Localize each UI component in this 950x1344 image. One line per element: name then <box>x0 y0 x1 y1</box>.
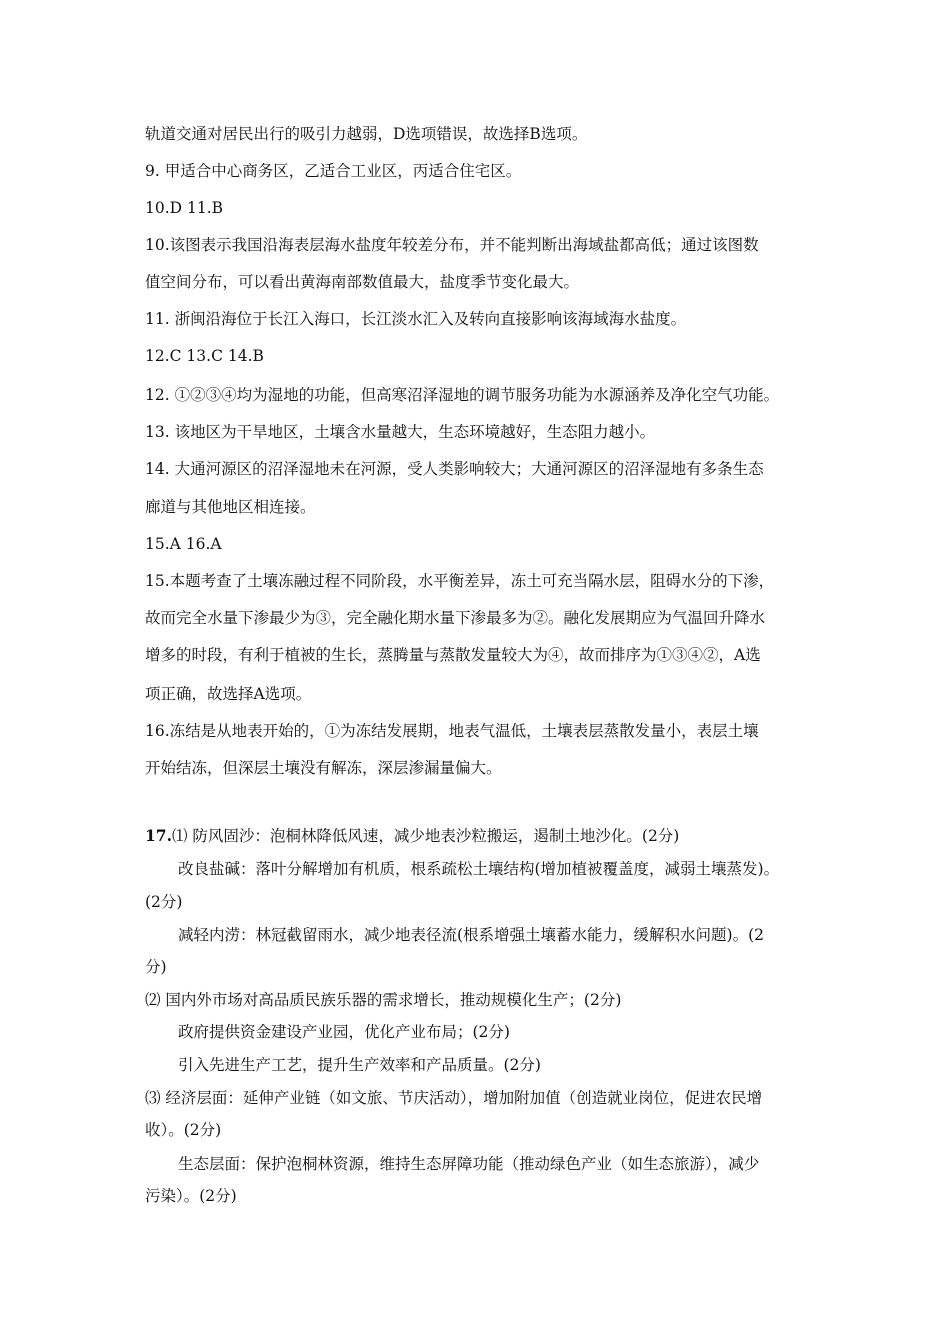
text-line: 轨道交通对居民出行的吸引力越弱，D选项错误，故选择B选项。 <box>145 125 588 143</box>
text-line: 13. 该地区为干旱地区，土壤含水量越大，生态环境越好，生态阻力越小。 <box>145 423 656 441</box>
q17-line: 改良盐碱：落叶分解增加有机质，根系疏松土壤结构(增加植被覆盖度，减弱土壤蒸发)。 <box>178 860 780 878</box>
q17-line: ⑵ 国内外市场对高品质民族乐器的需求增长，推动规模化生产；(2分) <box>145 991 622 1009</box>
q17-text: ⑴ 防风固沙：泡桐林降低风速，减少地表沙粒搬运，遏制土地沙化。(2分) <box>171 827 680 845</box>
q17-line: ⑶ 经济层面：延伸产业链（如文旅、节庆活动），增加附加值（创造就业岗位，促进农民增 <box>145 1089 763 1107</box>
q17-line: (2分) <box>145 893 183 911</box>
text-line: 开始结冻，但深层土壤没有解冻，深层渗漏量偏大。 <box>145 759 502 777</box>
text-line: 14. 大通河源区的沼泽湿地未在河源，受人类影响较大；大通河源区的沼泽湿地有多条生态 <box>145 460 764 478</box>
q17-line: 减轻内涝：林冠截留雨水，减少地表径流(根系增强土壤蓄水能力，缓解积水问题)。(2 <box>178 926 765 944</box>
text-line: 增多的时段，有利于植被的生长，蒸腾量与蒸散发量较大为④，故而排序为①③④②，A选 <box>145 646 761 664</box>
q17-number: 17. <box>145 826 172 845</box>
text-line: 15.本题考查了土壤冻融过程不同阶段，水平衡差异，冻土可充当隔水层，阻碍水分的下渗， <box>145 572 775 590</box>
q17-line: 引入先进生产工艺，提升生产效率和产品质量。(2分) <box>178 1056 541 1074</box>
answer-line: 12.C 13.C 14.B <box>145 347 264 365</box>
text-line: 项正确，故选择A选项。 <box>145 685 312 703</box>
text-line: 廊道与其他地区相连接。 <box>145 498 316 516</box>
q17-line <box>145 826 679 846</box>
q17-line: 污染）。(2分) <box>145 1187 237 1205</box>
q17-line: 分) <box>145 958 167 976</box>
text-line: 12. ①②③④均为湿地的功能，但高寒沼泽湿地的调节服务功能为水源涵养及净化空气功能。 <box>145 386 780 404</box>
text-line: 9. 甲适合中心商务区，乙适合工业区，丙适合住宅区。 <box>145 162 522 180</box>
q17-line: 收）。(2分) <box>145 1121 222 1139</box>
answer-line: 10.D 11.B <box>145 199 224 217</box>
text-line: 值空间分布，可以看出黄海南部数值最大，盐度季节变化最大。 <box>145 273 580 291</box>
q17-line: 政府提供资金建设产业园，优化产业布局；(2分) <box>178 1023 510 1041</box>
text-line: 16.冻结是从地表开始的，①为冻结发展期，地表气温低，土壤表层蒸散发量小，表层土壤 <box>145 722 759 740</box>
text-line: 10.该图表示我国沿海表层海水盐度年较差分布，并不能判断出海域盐都高低；通过该图数 <box>145 236 759 254</box>
q17-line: 生态层面：保护泡桐林资源，维持生态屏障功能（推动绿色产业（如生态旅游），减少 <box>178 1155 760 1173</box>
text-line: 故而完全水量下渗最少为③，完全融化期水量下渗最多为②。融化发展期应为气温回升降水 <box>145 609 766 627</box>
text-line: 11. 浙闽沿海位于长江入海口，长江淡水汇入及转向直接影响该海域海水盐度。 <box>145 310 687 328</box>
answer-line: 15.A 16.A <box>145 535 222 553</box>
